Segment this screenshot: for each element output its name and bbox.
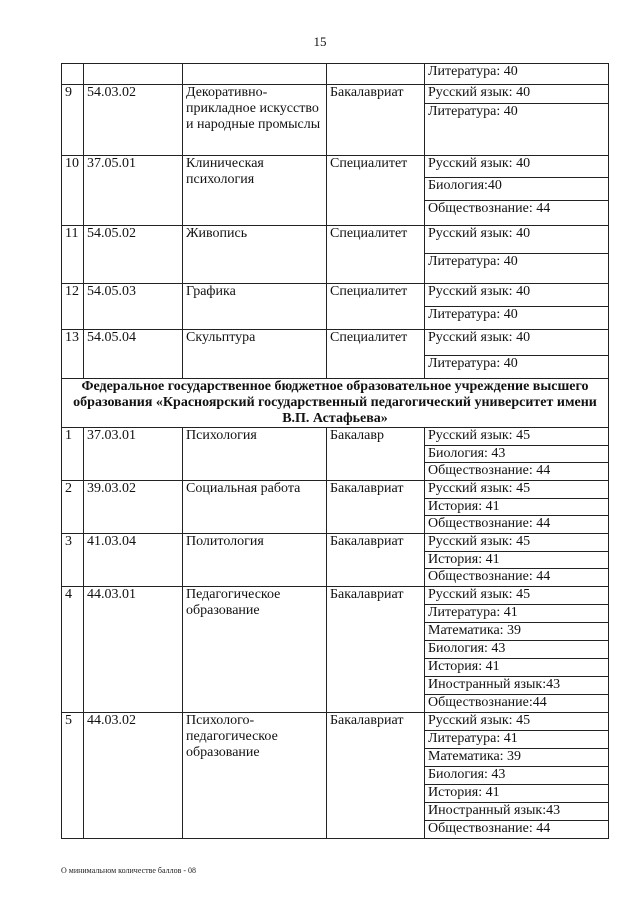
row-number: 2 [62, 481, 84, 534]
program-name: Графика [183, 284, 327, 330]
row-number: 5 [62, 713, 84, 839]
subject-min-score: Биология:40 [425, 178, 609, 201]
program-name: Психолого-педагогическое образование [183, 713, 327, 839]
program-name: Социальная работа [183, 481, 327, 534]
program-code: 39.03.02 [84, 481, 183, 534]
program-code: 37.03.01 [84, 428, 183, 481]
program-name: Скульптура [183, 330, 327, 379]
row-number: 1 [62, 428, 84, 481]
table-row [62, 226, 609, 254]
table-body-university [62, 379, 609, 428]
page-number: 15 [313, 34, 327, 49]
admission-scores-table [61, 63, 609, 839]
university-header-row [62, 379, 609, 428]
subject-min-score: Русский язык: 45 [425, 587, 609, 605]
education-level [327, 64, 425, 85]
row-number: 4 [62, 587, 84, 713]
education-level: Специалитет [327, 330, 425, 379]
subject-min-score: Биология: 43 [425, 446, 609, 463]
subject-min-score: Обществознание:44 [425, 695, 609, 713]
row-number: 12 [62, 284, 84, 330]
row-number [62, 64, 84, 85]
program-code: 44.03.01 [84, 587, 183, 713]
subject-min-score: Литература: 40 [425, 356, 609, 379]
table-row [62, 156, 609, 178]
education-level: Специалитет [327, 156, 425, 226]
subject-min-score: Русский язык: 45 [425, 481, 609, 499]
table-row [62, 481, 609, 499]
subject-min-score: Математика: 39 [425, 749, 609, 767]
table-row [62, 587, 609, 605]
program-code: 37.05.01 [84, 156, 183, 226]
subject-min-score: Биология: 43 [425, 767, 609, 785]
education-level: Бакалавриат [327, 587, 425, 713]
university-name: Федеральное государственное бюджетное образовательное учреждение высшего образования «Красноярский государственный педагогический университет имени В.П. Астафьева» [62, 379, 609, 428]
subject-min-score: Литература: 41 [425, 605, 609, 623]
subject-min-score: Русский язык: 45 [425, 534, 609, 552]
subject-min-score: Русский язык: 40 [425, 226, 609, 254]
subject-min-score: Литература: 40 [425, 254, 609, 284]
table-row [62, 534, 609, 552]
program-name: Психология [183, 428, 327, 481]
program-code: 54.03.02 [84, 85, 183, 156]
program-code: 54.05.02 [84, 226, 183, 284]
table-row [62, 330, 609, 356]
subject-min-score: Обществознание: 44 [425, 463, 609, 481]
table-row [62, 64, 609, 85]
education-level: Бакалавриат [327, 713, 425, 839]
footer-note: О минимальном количестве баллов - 08 [61, 866, 197, 875]
table-row [62, 713, 609, 731]
subject-min-score: Математика: 39 [425, 623, 609, 641]
program-code: 54.05.04 [84, 330, 183, 379]
education-level: Бакалавриат [327, 534, 425, 587]
row-number: 3 [62, 534, 84, 587]
subject-min-score: Биология: 43 [425, 641, 609, 659]
table-row [62, 284, 609, 307]
subject-min-score: История: 41 [425, 659, 609, 677]
table-row [62, 428, 609, 446]
program-code: 44.03.02 [84, 713, 183, 839]
subject-min-score: Обществознание: 44 [425, 569, 609, 587]
subject-min-score: Обществознание: 44 [425, 821, 609, 839]
program-name: Декоративно-прикладное искусство и народные промыслы [183, 85, 327, 156]
subject-min-score: Литература: 40 [425, 104, 609, 156]
program-name: Политология [183, 534, 327, 587]
subject-min-score: Литература: 40 [425, 64, 609, 85]
subject-min-score: Русский язык: 45 [425, 713, 609, 731]
subject-min-score: Русский язык: 40 [425, 85, 609, 104]
education-level: Бакалавр [327, 428, 425, 481]
program-code [84, 64, 183, 85]
subject-min-score: Русский язык: 40 [425, 156, 609, 178]
table-row [62, 85, 609, 104]
program-code: 41.03.04 [84, 534, 183, 587]
row-number: 10 [62, 156, 84, 226]
education-level: Специалитет [327, 226, 425, 284]
table-body-bottom [62, 428, 609, 839]
subject-min-score: Русский язык: 40 [425, 284, 609, 307]
row-number: 13 [62, 330, 84, 379]
program-code: 54.05.03 [84, 284, 183, 330]
subject-min-score: История: 41 [425, 552, 609, 569]
subject-min-score: Литература: 41 [425, 731, 609, 749]
row-number: 11 [62, 226, 84, 284]
subject-min-score: Русский язык: 45 [425, 428, 609, 446]
program-name [183, 64, 327, 85]
education-level: Бакалавриат [327, 85, 425, 156]
subject-min-score: Русский язык: 40 [425, 330, 609, 356]
subject-min-score: Иностранный язык:43 [425, 803, 609, 821]
subject-min-score: История: 41 [425, 499, 609, 516]
program-name: Педагогическое образование [183, 587, 327, 713]
subject-min-score: Литература: 40 [425, 307, 609, 330]
table-body-top [62, 64, 609, 379]
education-level: Специалитет [327, 284, 425, 330]
subject-min-score: История: 41 [425, 785, 609, 803]
row-number: 9 [62, 85, 84, 156]
education-level: Бакалавриат [327, 481, 425, 534]
subject-min-score: Обществознание: 44 [425, 201, 609, 226]
subject-min-score: Иностранный язык:43 [425, 677, 609, 695]
program-name: Клиническая психология [183, 156, 327, 226]
program-name: Живопись [183, 226, 327, 284]
subject-min-score: Обществознание: 44 [425, 516, 609, 534]
